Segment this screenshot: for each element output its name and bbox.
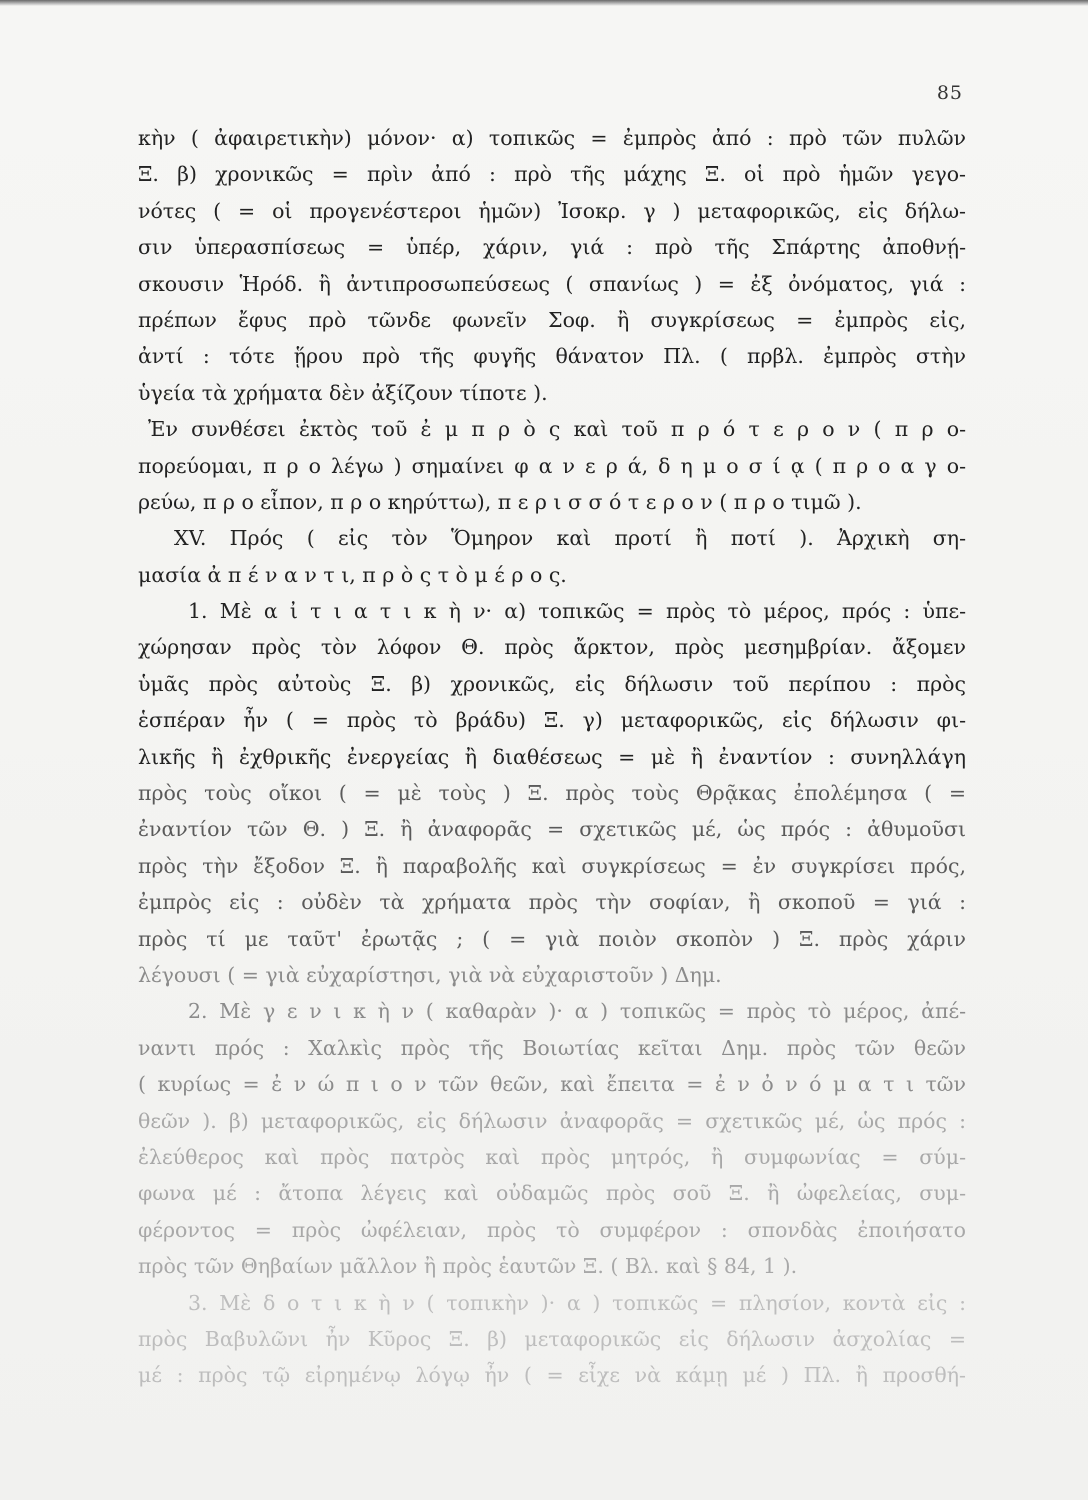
text-line: λικῆς ἢ ἐχθρικῆς ἐνεργείας ἢ διαθέσεως = μὲ ἢ ἐναντίον : συνηλλάγη (138, 744, 966, 769)
text-line: λέγουσι ( = γιὰ εὐχαρίστησι, γιὰ νὰ εὐχαριστοῦν ) Δημ. (138, 962, 722, 987)
page-top-edge (0, 0, 1088, 6)
text-line: ρεύω, π ρ ο εἶπον, π ρ ο κηρύττω), π ε ρ ι σ σ ό τ ε ρ ο ν ( π ρ ο τιμῶ ). (138, 489, 862, 514)
text-line: φέροντος = πρὸς ὠφέλειαν, πρὸς τὸ συμφέρον : σπονδὰς ἐποιήσατο (138, 1217, 966, 1242)
text-line: ἑσπέραν ἦν ( = πρὸς τὸ βράδυ) Ξ. γ) μεταφορικῶς, εἰς δήλωσιν φι- (138, 708, 966, 733)
text-line: χώρησαν πρὸς τὸν λόφον Θ. πρὸς ἄρκτον, πρὸς μεσημβρίαν. ἄξομεν (138, 635, 966, 660)
text-line: πρὸς τῶν Θηβαίων μᾶλλον ἢ πρὸς ἑαυτῶν Ξ. ( Βλ. καὶ § 84, 1 ). (138, 1254, 798, 1279)
text-line: πρέπων ἔφυς πρὸ τῶνδε φωνεῖν Σοφ. ἢ συγκρίσεως = ἐμπρὸς εἰς, (138, 307, 966, 332)
text-line: ( κυρίως = ἐ ν ώ π ι ο ν τῶν θεῶν, καὶ ἔπειτα = ἐ ν ὀ ν ό μ α τ ι τῶν (138, 1072, 966, 1097)
text-line: Ξ. β) χρονικῶς = πρὶν ἀπό : πρὸ τῆς μάχης Ξ. οἱ πρὸ ἡμῶν γεγο- (138, 162, 966, 187)
text-line: πρὸς Βαβυλῶνι ἦν Κῦρος Ξ. β) μεταφορικῶς εἰς δήλωσιν ἀσχολίας = (138, 1326, 966, 1351)
section-heading: XV. Πρός ( εἰς τὸν Ὅμηρον καὶ προτί ἢ ποτί ). Ἀρχικὴ ση- (174, 526, 966, 551)
text-line: ἐμπρὸς εἰς : οὐδὲν τὰ χρήματα πρὸς τὴν σοφίαν, ἢ σκοποῦ = γιά : (138, 890, 966, 915)
page-number: 85 (936, 82, 963, 104)
text-line: πρὸς τὴν ἔξοδον Ξ. ἢ παραβολῆς καὶ συγκρίσεως = ἐν συγκρίσει πρός, (138, 853, 966, 878)
text-line: ναντι πρός : Χαλκὶς πρὸς τῆς Βοιωτίας κεῖται Δημ. πρὸς τῶν θεῶν (138, 1035, 966, 1060)
text-line: πρὸς τοὺς οἴκοι ( = μὲ τοὺς ) Ξ. πρὸς τοὺς Θρᾷκας ἐπολέμησα ( = (138, 781, 966, 806)
text-line: κὴν ( ἀφαιρετικὴν) μόνον· α) τοπικῶς = ἐμπρὸς ἀπό : πρὸ τῶν πυλῶν (138, 126, 966, 150)
text-line: ὑγεία τὰ χρήματα δὲν ἀξίζουν τίποτε ). (138, 380, 548, 405)
body-text (138, 120, 966, 1394)
text-line: σκουσιν Ἡρόδ. ἢ ἀντιπροσωπεύσεως ( σπανίως ) = ἐξ ὀνόματος, γιά : (138, 271, 966, 296)
text-line: σιν ὑπερασπίσεως = ὑπέρ, χάριν, γιά : πρὸ τῆς Σπάρτης ἀποθνῄ- (138, 235, 966, 260)
text-line: 3. Μὲ δ ο τ ι κ ὴ ν ( τοπικὴν )· α ) τοπικῶς = πλησίον, κοντὰ εἰς : (188, 1290, 966, 1315)
text-line: ὑμᾶς πρὸς αὐτοὺς Ξ. β) χρονικῶς, εἰς δήλωσιν τοῦ περίπου : πρὸς (138, 671, 966, 696)
text-line: ἐναντίον τῶν Θ. ) Ξ. ἢ ἀναφορᾶς = σχετικῶς μέ, ὡς πρός : ἀθυμοῦσι (138, 817, 966, 842)
text-line: μέ : πρὸς τῷ εἰρημένῳ λόγῳ ἦν ( = εἶχε νὰ κάμῃ μέ ) Πλ. ἢ προσθή- (138, 1363, 966, 1388)
text-line: Ἐν συνθέσει ἐκτὸς τοῦ ἐ μ π ρ ὸ ς καὶ τοῦ π ρ ό τ ε ρ ο ν ( π ρ ο- (148, 417, 966, 442)
text-line: ἐλεύθερος καὶ πρὸς πατρὸς καὶ πρὸς μητρός, ἢ συμφωνίας = σύμ- (138, 1144, 966, 1169)
text-line: ἀντί : τότε ᾕρου πρὸ τῆς φυγῆς θάνατον Πλ. ( πρβλ. ἐμπρὸς στὴν (138, 344, 966, 369)
text-line: 1. Μὲ α ἰ τ ι α τ ι κ ὴ ν· α) τοπικῶς = πρὸς τὸ μέρος, πρός : ὑπε- (188, 599, 966, 624)
text-line: φωνα μέ : ἄτοπα λέγεις καὶ οὐδαμῶς πρὸς σοῦ Ξ. ἢ ὠφελείας, συμ- (138, 1181, 966, 1206)
text-line: μασία ἀ π έ ν α ν τ ι, π ρ ὸ ς τ ὸ μ έ ρ ο ς. (138, 562, 567, 587)
text-line: πορεύομαι, π ρ ο λέγω ) σημαίνει φ α ν ε ρ ά, δ η μ ο σ ί ᾳ ( π ρ ο α γ ο- (138, 453, 966, 478)
text-line: θεῶν ). β) μεταφορικῶς, εἰς δήλωσιν ἀναφορᾶς = σχετικῶς μέ, ὡς πρός : (138, 1108, 966, 1133)
text-line: πρὸς τί με ταῦτ' ἐρωτᾷς ; ( = γιὰ ποιὸν σκοπὸν ) Ξ. πρὸς χάριν (138, 926, 966, 951)
text-line: 2. Μὲ γ ε ν ι κ ὴ ν ( καθαρὰν )· α ) τοπικῶς = πρὸς τὸ μέρος, ἀπέ- (188, 999, 966, 1024)
text-line: νότες ( = οἱ προγενέστεροι ἡμῶν) Ἰσοκρ. γ ) μεταφορικῶς, εἰς δήλω- (138, 198, 966, 223)
